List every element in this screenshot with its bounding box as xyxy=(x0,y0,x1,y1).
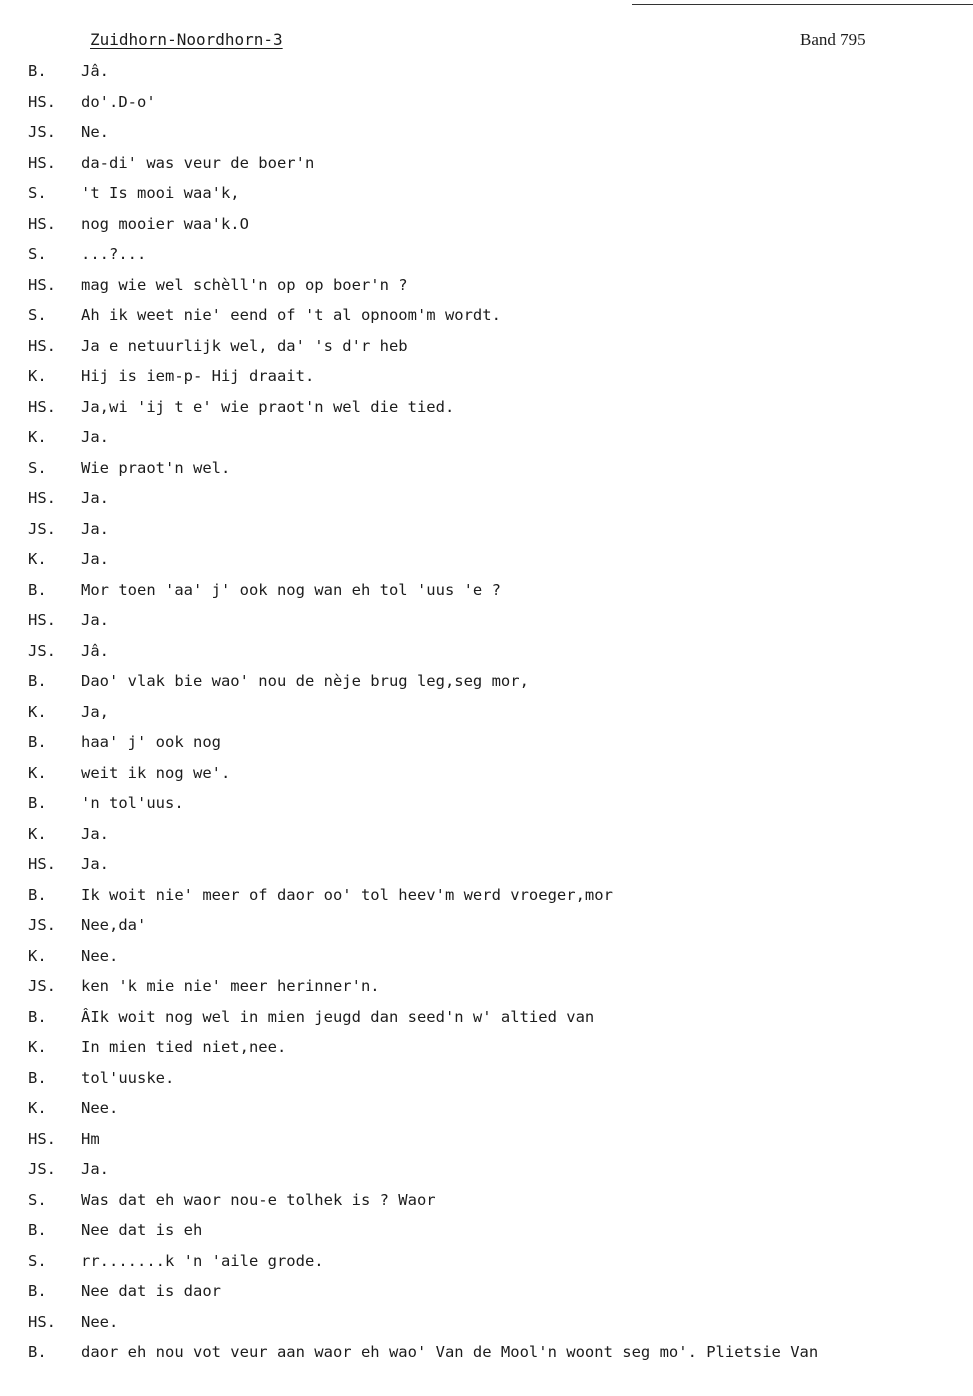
utterance-text: Ja. xyxy=(81,550,109,568)
transcript-line xyxy=(0,884,973,915)
utterance-text: Nee dat is daor xyxy=(81,1282,221,1300)
transcript-line xyxy=(0,945,973,976)
speaker-label: K. xyxy=(28,428,47,446)
transcript-line xyxy=(0,457,973,488)
transcript-line xyxy=(0,731,973,762)
speaker-label: K. xyxy=(28,1038,47,1056)
speaker-label: JS. xyxy=(28,977,56,995)
utterance-text: Hm xyxy=(81,1129,100,1148)
transcript-line xyxy=(0,91,973,122)
speaker-label: HS. xyxy=(28,397,56,416)
utterance-text: mag wie wel schèll'n op op boer'n ? xyxy=(81,275,408,294)
speaker-label: HS. xyxy=(28,153,56,172)
speaker-label: B. xyxy=(28,1007,47,1026)
transcript-line xyxy=(0,1158,973,1189)
speaker-label: JS. xyxy=(28,519,56,538)
utterance-text: Ah ik weet nie' eend of 't al opnoom'm wordt. xyxy=(81,306,501,324)
speaker-label: HS. xyxy=(28,1129,56,1148)
utterance-text: Wie praot'n wel. xyxy=(81,458,231,477)
utterance-text: ...?... xyxy=(81,245,147,263)
speaker-label: HS. xyxy=(28,489,56,507)
top-rule-line xyxy=(632,4,973,5)
transcript-line xyxy=(0,1311,973,1342)
utterance-text: Mor toen 'aa' j' ook nog wan eh tol 'uus 'e ? xyxy=(81,580,501,599)
utterance-text: Was dat eh waor nou-e tolhek is ? Waor xyxy=(81,1190,436,1209)
utterance-text: nog mooier waa'k.O xyxy=(81,214,249,233)
utterance-text: 'n tol'uus. xyxy=(81,794,184,812)
transcript-line xyxy=(0,1128,973,1159)
speaker-label: HS. xyxy=(28,1312,56,1331)
transcript-line xyxy=(0,579,973,610)
utterance-text: Jâ. xyxy=(81,641,109,660)
transcript-line xyxy=(0,975,973,1006)
speaker-label: B. xyxy=(28,1343,47,1361)
utterance-text: In mien tied niet,nee. xyxy=(81,1038,287,1056)
speaker-label: HS. xyxy=(28,855,56,873)
speaker-label: S. xyxy=(28,306,47,324)
transcript-line xyxy=(0,1067,973,1098)
speaker-label: JS. xyxy=(28,916,56,934)
speaker-label: K. xyxy=(28,367,47,385)
speaker-label: S. xyxy=(28,1190,47,1209)
speaker-label: B. xyxy=(28,794,47,812)
speaker-label: B. xyxy=(28,62,47,80)
speaker-label: S. xyxy=(28,458,47,477)
speaker-label: JS. xyxy=(28,1160,56,1178)
speaker-label: HS. xyxy=(28,92,56,111)
transcript-line xyxy=(0,914,973,945)
transcript-line xyxy=(0,182,973,213)
utterance-text: 't Is mooi waa'k, xyxy=(81,184,240,202)
transcript-line xyxy=(0,243,973,274)
transcript-line xyxy=(0,426,973,457)
speaker-label: S. xyxy=(28,1251,47,1270)
utterance-text: Ja. xyxy=(81,428,109,446)
utterance-text: Ja. xyxy=(81,855,109,873)
speaker-label: K. xyxy=(28,1099,47,1117)
speaker-label: K. xyxy=(28,550,47,568)
speaker-label: K. xyxy=(28,702,47,721)
transcript-line xyxy=(0,1189,973,1220)
utterance-text: Jâ. xyxy=(81,62,109,80)
utterance-text: haa' j' ook nog xyxy=(81,733,221,751)
speaker-label: S. xyxy=(28,245,47,263)
utterance-text: tol'uuske. xyxy=(81,1068,175,1087)
transcript-line xyxy=(0,1280,973,1311)
speaker-label: B. xyxy=(28,1221,47,1239)
band-number: Band 795 xyxy=(800,30,866,49)
transcript-line xyxy=(0,518,973,549)
utterance-text: ken 'k mie nie' meer herinner'n. xyxy=(81,977,380,995)
transcript-line xyxy=(0,792,973,823)
utterance-text: weit ik nog we'. xyxy=(81,763,231,782)
transcript-line xyxy=(0,396,973,427)
speaker-label: HS. xyxy=(28,214,56,233)
utterance-text: Ik woit nie' meer of daor oo' tol heev'm werd vroeger,mor xyxy=(81,885,613,904)
transcript-line xyxy=(0,701,973,732)
speaker-label: HS. xyxy=(28,611,56,629)
document-title: Zuidhorn-Noordhorn-3 xyxy=(90,30,283,49)
transcript-line xyxy=(0,853,973,884)
transcript-line xyxy=(0,213,973,244)
speaker-label: JS. xyxy=(28,641,56,660)
speaker-label: B. xyxy=(28,1282,47,1300)
transcript-line xyxy=(0,1036,973,1067)
utterance-text: ÂIk woit nog wel in mien jeugd dan seed'n w' altied van xyxy=(81,1007,595,1026)
utterance-text: Ja. xyxy=(81,824,109,843)
utterance-text: Ja. xyxy=(81,1160,109,1178)
utterance-text: Ja. xyxy=(81,611,109,629)
transcript-line xyxy=(0,274,973,305)
transcript-line xyxy=(0,823,973,854)
utterance-text: Ja,wi 'ij t e' wie praot'n wel die tied. xyxy=(81,397,455,416)
utterance-text: da-di' was veur de boer'n xyxy=(81,153,315,172)
transcript-line xyxy=(0,304,973,335)
speaker-label: HS. xyxy=(28,336,56,355)
utterance-text: rr.......k 'n 'aile grode. xyxy=(81,1251,324,1270)
transcript-line xyxy=(0,640,973,671)
transcript-line xyxy=(0,1341,973,1372)
utterance-text: Ja e netuurlijk wel, da' 's d'r heb xyxy=(81,336,408,355)
transcript-line xyxy=(0,1097,973,1128)
transcript-line xyxy=(0,1006,973,1037)
speaker-label: K. xyxy=(28,946,47,965)
utterance-text: daor eh nou vot veur aan waor eh wao' Van de Mool'n woont seg mo'. Plietsie Van xyxy=(81,1343,819,1361)
transcript-line xyxy=(0,762,973,793)
speaker-label: B. xyxy=(28,672,47,690)
transcript-lines xyxy=(0,60,973,1372)
utterance-text: Nee,da' xyxy=(81,916,147,934)
transcript-line xyxy=(0,670,973,701)
utterance-text: Ja. xyxy=(81,489,109,507)
utterance-text: Ne. xyxy=(81,123,109,141)
transcript-line xyxy=(0,152,973,183)
speaker-label: B. xyxy=(28,733,47,751)
transcript-line xyxy=(0,1219,973,1250)
utterance-text: do'.D-o' xyxy=(81,92,156,111)
transcript-line xyxy=(0,487,973,518)
utterance-text: Dao' vlak bie wao' nou de nèje brug leg,seg mor, xyxy=(81,672,529,690)
speaker-label: JS. xyxy=(28,123,56,141)
utterance-text: Nee. xyxy=(81,946,119,965)
transcript-line xyxy=(0,548,973,579)
speaker-label: HS. xyxy=(28,275,56,294)
utterance-text: Nee. xyxy=(81,1099,119,1117)
transcript-line xyxy=(0,609,973,640)
transcript-line xyxy=(0,121,973,152)
speaker-label: B. xyxy=(28,1068,47,1087)
transcript-line xyxy=(0,335,973,366)
speaker-label: K. xyxy=(28,824,47,843)
speaker-label: B. xyxy=(28,885,47,904)
utterance-text: Ja. xyxy=(81,519,109,538)
transcript-line xyxy=(0,365,973,396)
speaker-label: S. xyxy=(28,184,47,202)
utterance-text: Hij is iem-p- Hij draait. xyxy=(81,367,315,385)
utterance-text: Ja, xyxy=(81,702,109,721)
speaker-label: K. xyxy=(28,763,47,782)
transcript-line xyxy=(0,1250,973,1281)
utterance-text: Nee dat is eh xyxy=(81,1221,203,1239)
speaker-label: B. xyxy=(28,580,47,599)
transcript-line xyxy=(0,60,973,91)
utterance-text: Nee. xyxy=(81,1312,119,1331)
